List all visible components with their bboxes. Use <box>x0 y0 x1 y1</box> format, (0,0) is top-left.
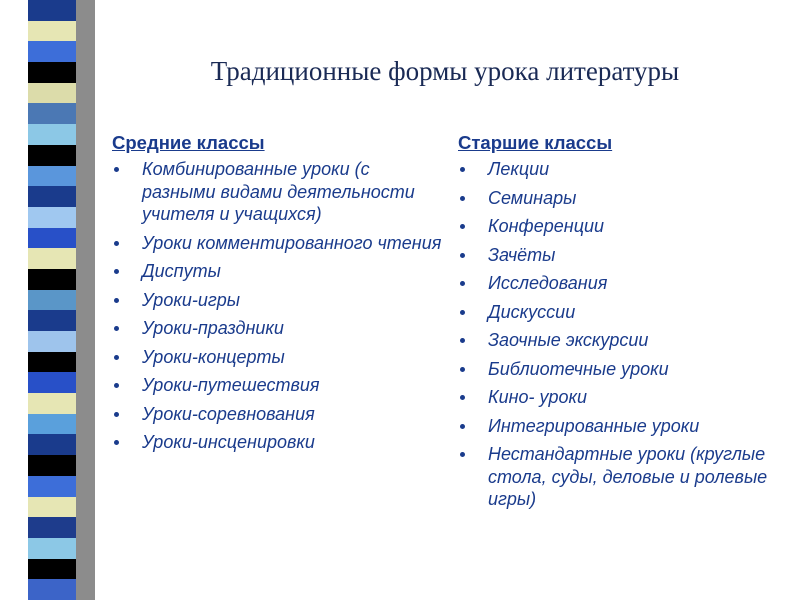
right-list <box>458 158 778 511</box>
stripe-segment <box>28 517 76 538</box>
stripe-segment <box>28 41 76 62</box>
bullet-icon <box>114 355 119 360</box>
bullet-icon <box>114 269 119 274</box>
stripe-segment <box>28 124 76 145</box>
right-column-heading: Старшие классы <box>458 132 613 153</box>
right-list-item <box>458 415 778 438</box>
stripe-segment <box>28 103 76 124</box>
stripe-segment <box>28 269 76 290</box>
stripe-segment <box>28 455 76 476</box>
left-list-item <box>112 260 442 283</box>
stripe-segment <box>28 559 76 580</box>
stripe-segment <box>28 497 76 518</box>
right-list-item <box>458 215 778 238</box>
right-list-item <box>458 158 778 181</box>
bullet-icon <box>460 310 465 315</box>
stripe-segment <box>28 331 76 352</box>
stripe-segment <box>28 476 76 497</box>
right-list-item-text: Заочные экскурсии <box>488 330 649 350</box>
stripe-segment <box>28 207 76 228</box>
left-list-item-text: Уроки-путешествия <box>142 375 320 395</box>
stripe-segment <box>28 145 76 166</box>
left-list <box>112 158 442 454</box>
right-list-item <box>458 443 778 511</box>
left-list-item-text: Диспуты <box>142 261 221 281</box>
right-list-item-text: Зачёты <box>488 244 556 265</box>
right-list-item <box>458 187 778 210</box>
decorative-stripe-bar <box>28 0 76 600</box>
left-list-item-text: Уроки-инсценировки <box>142 432 315 452</box>
right-list-item-text: Исследования <box>488 273 608 293</box>
stripe-segment <box>28 62 76 83</box>
right-list-item-text: Кино- уроки <box>488 387 588 407</box>
stripe-segment <box>28 228 76 249</box>
stripe-segment <box>28 393 76 414</box>
stripe-segment <box>28 21 76 42</box>
bullet-icon <box>114 326 119 331</box>
bullet-icon <box>460 452 465 457</box>
right-list-item-text: Интегрированные уроки <box>488 415 700 436</box>
stripe-segment <box>28 352 76 373</box>
left-list-item-text: Уроки комментированного чтения <box>142 232 442 253</box>
right-list-item <box>458 301 778 324</box>
bullet-icon <box>460 367 465 372</box>
right-list-item-text: Конференции <box>488 216 605 236</box>
bullet-icon <box>460 281 465 286</box>
right-list-item-text: Библиотечные уроки <box>488 358 669 379</box>
bullet-icon <box>460 167 465 172</box>
left-list-item <box>112 289 442 312</box>
left-list-item-text: Уроки-праздники <box>142 318 284 338</box>
stripe-segment <box>28 186 76 207</box>
stripe-segment <box>28 579 76 600</box>
bullet-icon <box>460 196 465 201</box>
right-list-item <box>458 244 778 267</box>
stripe-segment <box>28 538 76 559</box>
bullet-icon <box>114 298 119 303</box>
bullet-icon <box>114 241 119 246</box>
stripe-segment <box>28 83 76 104</box>
stripe-segment <box>28 372 76 393</box>
bullet-icon <box>114 383 119 388</box>
bullet-icon <box>460 424 465 429</box>
right-list-item-text: Дискуссии <box>488 301 576 322</box>
left-list-item <box>112 431 442 454</box>
left-list-item <box>112 232 442 255</box>
left-list-item <box>112 158 442 226</box>
stripe-segment <box>28 248 76 269</box>
bullet-icon <box>460 338 465 343</box>
stripe-segment <box>28 290 76 311</box>
left-list-item <box>112 317 442 340</box>
right-list-item <box>458 358 778 381</box>
left-list-item <box>112 346 442 369</box>
stripe-segment <box>28 310 76 331</box>
bullet-icon <box>114 412 119 417</box>
right-column <box>458 132 778 517</box>
right-list-item <box>458 386 778 409</box>
right-list-item <box>458 329 778 352</box>
bullet-icon <box>460 395 465 400</box>
left-list-item-text: Уроки-игры <box>142 289 240 310</box>
left-list-item-text: Комбинированные уроки (с разными видами деятельности учителя и учащихся) <box>142 159 415 224</box>
left-list-item-text: Уроки-соревнования <box>142 403 315 424</box>
stripe-segment <box>28 0 76 21</box>
stripe-shadow <box>76 0 95 600</box>
right-list-item <box>458 272 778 295</box>
bullet-icon <box>460 224 465 229</box>
stripe-segment <box>28 434 76 455</box>
bullet-icon <box>460 253 465 258</box>
right-list-item-text: Семинары <box>488 187 577 208</box>
left-list-item-text: Уроки-концерты <box>142 346 285 367</box>
left-column-heading: Средние классы <box>112 132 265 153</box>
left-list-item <box>112 374 442 397</box>
bullet-icon <box>114 440 119 445</box>
slide-title: Традиционные формы урока литературы <box>210 56 680 86</box>
right-list-item-text: Лекции <box>488 159 550 179</box>
bullet-icon <box>114 167 119 172</box>
left-list-item <box>112 403 442 426</box>
stripe-segment <box>28 166 76 187</box>
right-list-item-text: Нестандартные уроки (круглые стола, суды, деловые и ролевые игры) <box>488 444 768 509</box>
left-column <box>112 132 442 460</box>
stripe-segment <box>28 414 76 435</box>
